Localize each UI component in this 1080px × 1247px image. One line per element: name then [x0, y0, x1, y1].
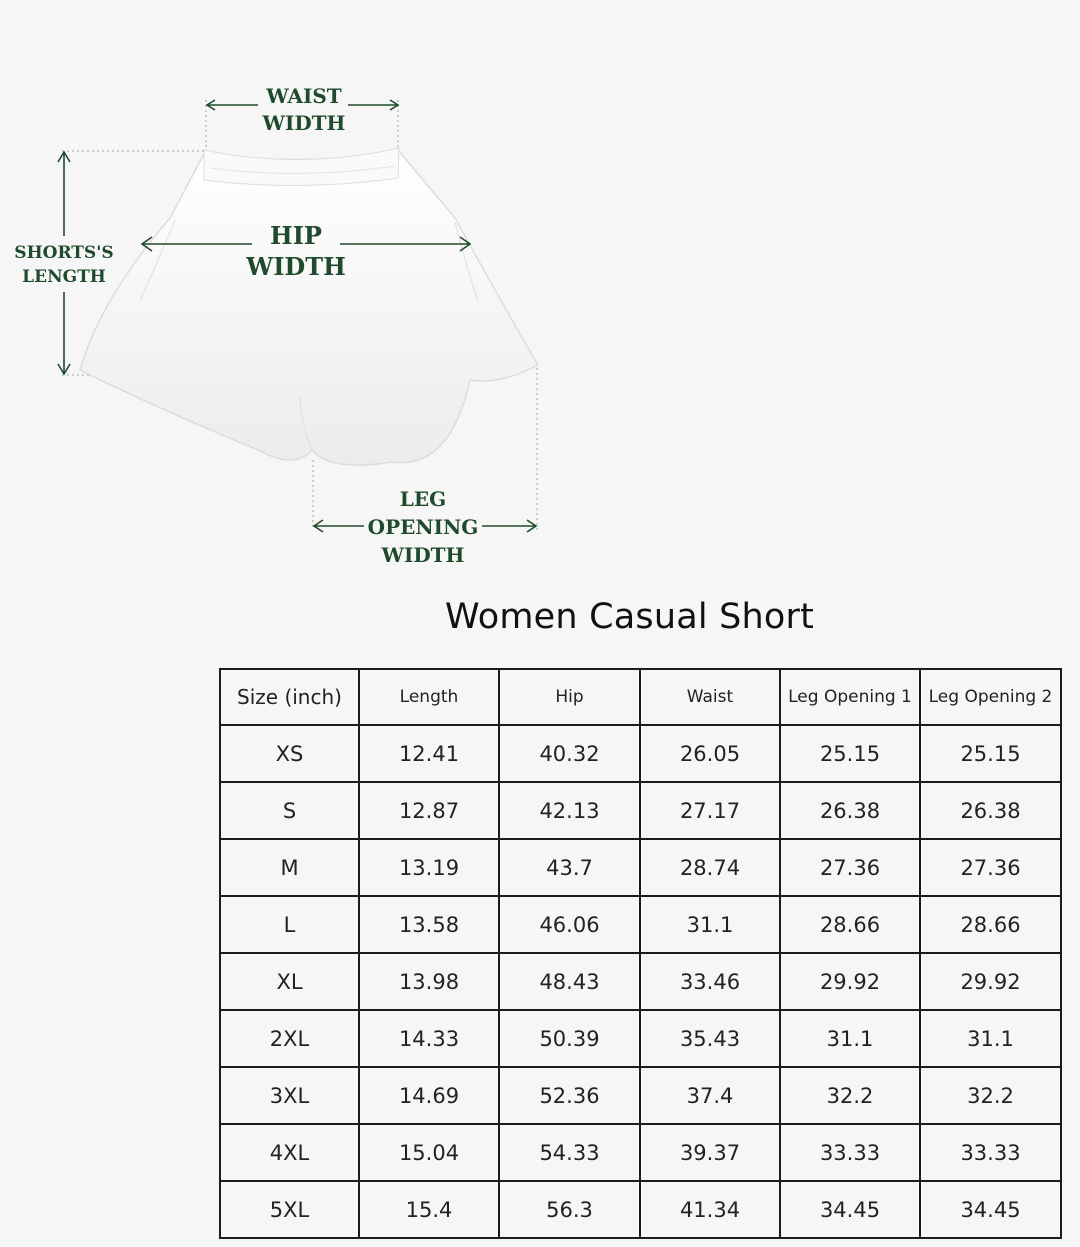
cell-size: XS — [220, 725, 359, 782]
cell-leg-opening-1: 32.2 — [780, 1067, 920, 1124]
waist-label-line1: WAIST — [266, 84, 342, 108]
cell-leg-opening-2: 34.45 — [920, 1181, 1061, 1238]
cell-leg-opening-1: 28.66 — [780, 896, 920, 953]
cell-leg-opening-1: 33.33 — [780, 1124, 920, 1181]
header-length: Length — [359, 669, 499, 725]
table-row — [220, 725, 1061, 782]
hip-label-line1: HIP — [270, 221, 322, 250]
header-hip: Hip — [499, 669, 640, 725]
cell-leg-opening-2: 33.33 — [920, 1124, 1061, 1181]
cell-hip: 42.13 — [499, 782, 640, 839]
cell-waist: 33.46 — [640, 953, 780, 1010]
table-row — [220, 782, 1061, 839]
cell-hip: 56.3 — [499, 1181, 640, 1238]
cell-hip: 43.7 — [499, 839, 640, 896]
table-row — [220, 896, 1061, 953]
header-leg-opening-1: Leg Opening 1 — [780, 669, 920, 725]
cell-length: 15.4 — [359, 1181, 499, 1238]
cell-leg-opening-2: 28.66 — [920, 896, 1061, 953]
cell-leg-opening-1: 29.92 — [780, 953, 920, 1010]
measurement-diagram — [0, 0, 600, 580]
table-row — [220, 1067, 1061, 1124]
table-row — [220, 1181, 1061, 1238]
cell-waist: 31.1 — [640, 896, 780, 953]
cell-waist: 26.05 — [640, 725, 780, 782]
cell-length: 14.33 — [359, 1010, 499, 1067]
size-chart-table — [219, 668, 1062, 1239]
shorts-image — [80, 148, 538, 465]
cell-hip: 52.36 — [499, 1067, 640, 1124]
cell-size: XL — [220, 953, 359, 1010]
table-row — [220, 1124, 1061, 1181]
cell-hip: 48.43 — [499, 953, 640, 1010]
table-row — [220, 953, 1061, 1010]
leg-label-line1: LEG — [399, 487, 447, 511]
header-waist: Waist — [640, 669, 780, 725]
cell-waist: 28.74 — [640, 839, 780, 896]
cell-leg-opening-2: 29.92 — [920, 953, 1061, 1010]
header-leg-opening-2: Leg Opening 2 — [920, 669, 1061, 725]
cell-length: 13.58 — [359, 896, 499, 953]
leg-label-line2: OPENING — [367, 515, 479, 539]
cell-waist: 39.37 — [640, 1124, 780, 1181]
table-header-row — [220, 669, 1061, 725]
cell-leg-opening-1: 25.15 — [780, 725, 920, 782]
cell-leg-opening-1: 27.36 — [780, 839, 920, 896]
cell-size: 4XL — [220, 1124, 359, 1181]
cell-leg-opening-2: 32.2 — [920, 1067, 1061, 1124]
cell-length: 12.87 — [359, 782, 499, 839]
cell-size: S — [220, 782, 359, 839]
hip-label-line2: WIDTH — [246, 252, 346, 281]
cell-leg-opening-2: 31.1 — [920, 1010, 1061, 1067]
cell-size: 2XL — [220, 1010, 359, 1067]
header-size: Size (inch) — [220, 669, 359, 725]
cell-waist: 37.4 — [640, 1067, 780, 1124]
cell-leg-opening-1: 31.1 — [780, 1010, 920, 1067]
size-chart-title: Women Casual Short — [445, 597, 815, 637]
cell-length: 13.19 — [359, 839, 499, 896]
cell-size: M — [220, 839, 359, 896]
length-label-line2: LENGTH — [22, 267, 106, 287]
cell-length: 12.41 — [359, 725, 499, 782]
cell-hip: 40.32 — [499, 725, 640, 782]
cell-length: 14.69 — [359, 1067, 499, 1124]
table-row — [220, 839, 1061, 896]
cell-size: L — [220, 896, 359, 953]
cell-leg-opening-2: 25.15 — [920, 725, 1061, 782]
cell-leg-opening-2: 27.36 — [920, 839, 1061, 896]
cell-length: 15.04 — [359, 1124, 499, 1181]
cell-hip: 50.39 — [499, 1010, 640, 1067]
cell-leg-opening-1: 34.45 — [780, 1181, 920, 1238]
cell-leg-opening-2: 26.38 — [920, 782, 1061, 839]
cell-waist: 41.34 — [640, 1181, 780, 1238]
length-label-line1: SHORTS'S — [14, 243, 114, 263]
table-row — [220, 1010, 1061, 1067]
cell-leg-opening-1: 26.38 — [780, 782, 920, 839]
cell-hip: 46.06 — [499, 896, 640, 953]
cell-hip: 54.33 — [499, 1124, 640, 1181]
cell-length: 13.98 — [359, 953, 499, 1010]
leg-label-line3: WIDTH — [381, 543, 465, 567]
cell-waist: 27.17 — [640, 782, 780, 839]
waist-label-line2: WIDTH — [262, 111, 346, 135]
cell-waist: 35.43 — [640, 1010, 780, 1067]
cell-size: 3XL — [220, 1067, 359, 1124]
cell-size: 5XL — [220, 1181, 359, 1238]
